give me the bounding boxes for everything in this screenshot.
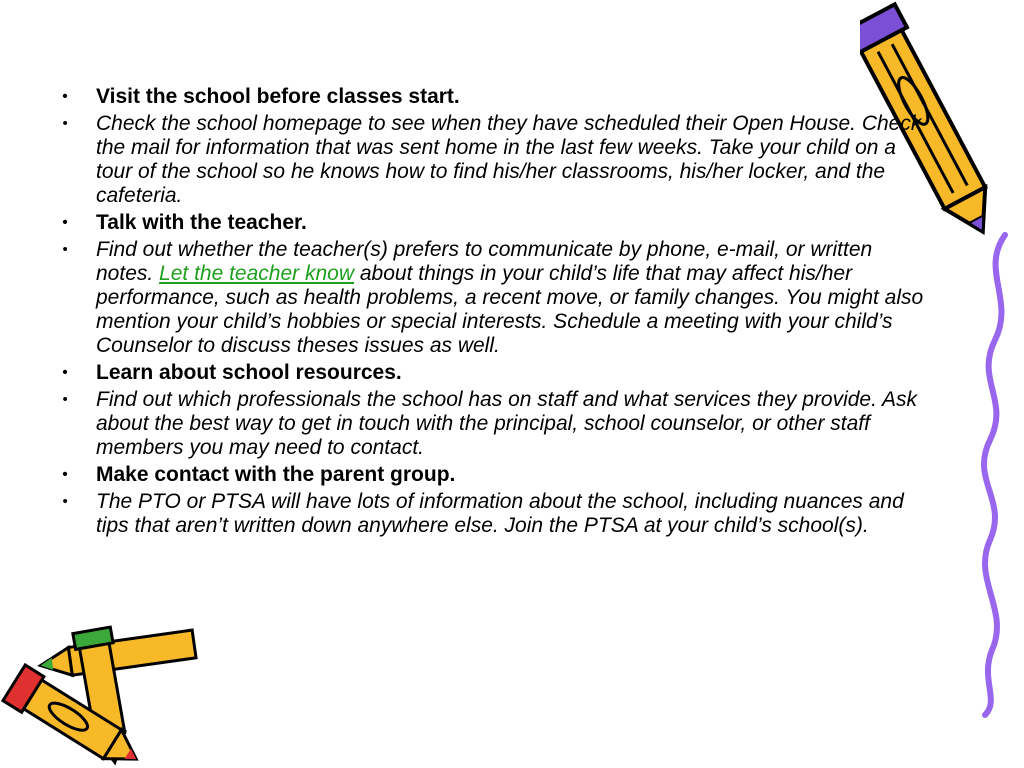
bullet-icon: •	[62, 493, 68, 510]
squiggle-line-icon	[960, 230, 1020, 720]
bullet-icon: •	[62, 241, 68, 258]
slide-content	[55, 85, 925, 541]
bullet-detail-talk-teacher	[55, 238, 925, 358]
bullet-icon: •	[62, 466, 68, 483]
pencils-bottom-left-icon	[0, 615, 210, 768]
bullet-heading-parent-group	[55, 463, 925, 487]
bullet-icon: •	[62, 214, 68, 231]
bullet-detail-school-resources	[55, 388, 925, 460]
bullet-icon: •	[62, 88, 68, 105]
let-teacher-know-link[interactable]: Let the teacher know	[159, 262, 355, 285]
bullet-heading-talk-teacher	[55, 211, 925, 235]
bullet-heading-school-resources	[55, 361, 925, 385]
bullet-text: Learn about school resources.	[96, 361, 402, 384]
bullet-icon: •	[62, 364, 68, 381]
bullet-icon: •	[62, 391, 68, 408]
bullet-heading-visit-school	[55, 85, 925, 109]
bullet-detail-parent-group	[55, 490, 925, 538]
bullet-text: The PTO or PTSA will have lots of information about the school, including nuances and tips that aren’t written down anywhere else. Join the PTSA at your child’s school(s).	[96, 490, 904, 537]
bullet-text-before-link: Find out whether the teacher(s) prefers to communicate by phone, e-mail, or written notes.	[96, 238, 873, 285]
bullet-text-after-link: about things in your child’s life that may affect his/her performance, such as health problems, a recent move, or family changes. You might also mention your child’s hobbies or special interests. Schedule a meeting with your child’s Counselor to discuss theses issues as well.	[96, 262, 924, 357]
bullet-text: Check the school homepage to see when they have scheduled their Open House. Check the mail for information that was sent home in the last few weeks. Take your child on a tour of the school so he knows how to find his/her classrooms, his/her locker, and the cafeteria.	[96, 112, 922, 207]
bullet-text: Find out which professionals the school has on staff and what services they provide. Ask about the best way to get in touch with the principal, school counselor, or other staff members you may need to contact.	[96, 388, 917, 459]
bullet-text: Make contact with the parent group.	[96, 463, 456, 486]
bullet-icon: •	[62, 115, 68, 132]
bullet-list	[55, 85, 925, 538]
bullet-text: Talk with the teacher.	[96, 211, 307, 234]
bullet-detail-visit-school	[55, 112, 925, 208]
bullet-text: Visit the school before classes start.	[96, 85, 460, 108]
